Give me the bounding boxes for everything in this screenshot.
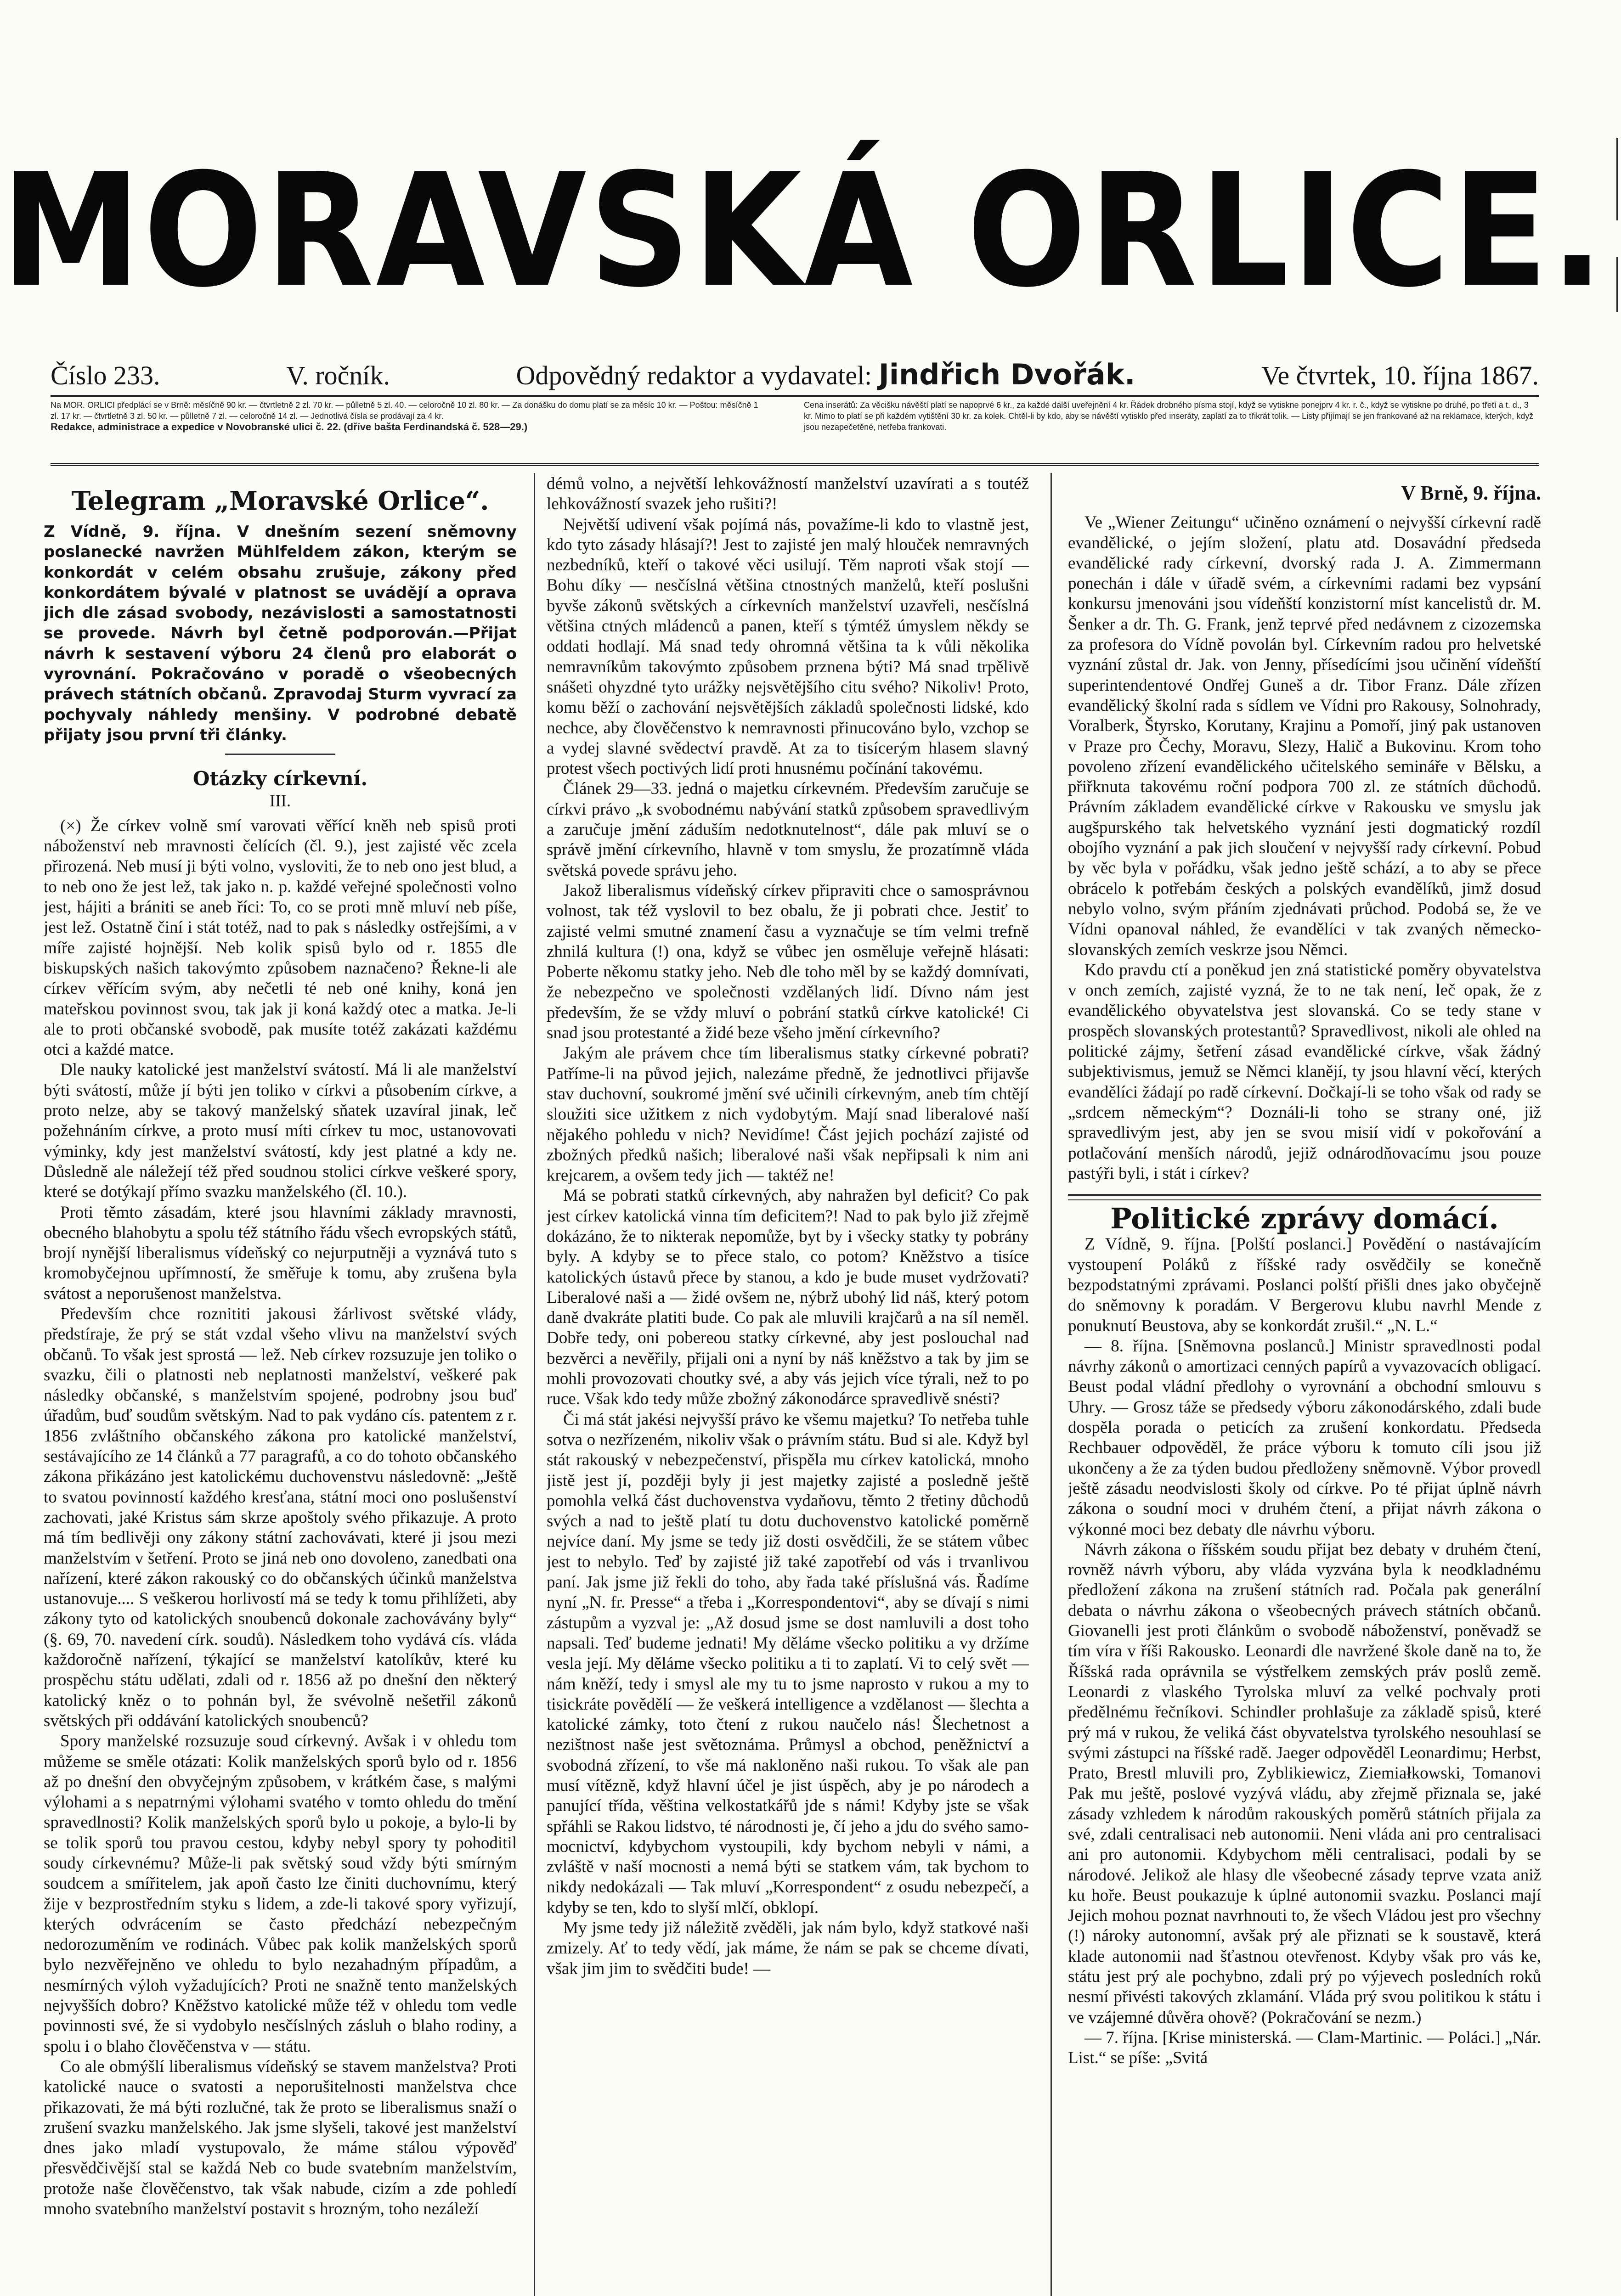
- article-paragraph: Spory manželské rozsuzuje soud církevný. Avšak i v ohledu tom můžeme se směle otázati: Kolik manželských sporů bylo od r. 1856 až po dnešní den obvyčejným způsobem, v krátkém čase, s malými výlohami a s nepatrnými výlohami svatého v tomto ohledu do tmění spravedlnosti? Kolik manželských sporů bylo u pokoje, a bylo-li by se tolik sporů tou pravou cestou, kdyby nebyl spory ty pohoditil soudy církevnému? Může-li pak světský soud vždy býti smírným soudcem a smířitelem, jak apoň často lze činiti duchovnímu, který žije v bezprostředním styku s lidem, a zde-li takové spory vyřizují, kterých odvrácením se často předchází nebezpečným nedorozuměním ve rodinách. Vůbec pak kolik manželských sporů bylo nezvěřejněno ve ohledu to bylo nezahadným případům, a nesmírných výloh vyžadujících? Proti ne snažně tento manželských nejvyšších dobro? Kněžstvo katolické může též v ohledu tom vedle povinnosti své, že si vydobylo nesčíslných zásluh o blaho rodiny, a spolu i o blaho člověčenstva v — státu.: [44, 1732, 517, 2056]
- editorial-address: Redakce, administrace a expedice v Novobranské ulici č. 22. (dříve bašta Ferdinandská č. 528—29.): [51, 421, 528, 433]
- telegram-text: Z Vídně, 9. října. V dnešním sezení sněmovny poslanecké navržen Mühlfeldem zákon, kterým se konkordát v celém obsahu zrušuje, zákony před konkordátem bývalé v platnost se uvádějí a oprava jich dle zásad svobody, nezávislosti a samostatnosti se provede. Návrh byl četně podporován.—Přijat návrh k sestavení výboru 24 členů pro elaborát o vyrovnání. Pokračováno v poradě o všeobecných právech státních občanů. Zpravodaj Sturm vyvrací za pochyvaly náhledy menšiny. V podrobné debatě přijaty jsou první tři články.: [44, 523, 517, 744]
- masthead: [1, 123, 1607, 339]
- editor-line: [516, 360, 1135, 389]
- issue-date: Ve čtvrtek, 10. října 1867.: [1261, 360, 1539, 390]
- article-paragraph: Dle nauky katolické jest manželství svátostí. Má li ale manželství býti svátostí, může jí býti jen toliko v církvi a působením církve, a proto nelze, aby se takový manželský sňatek uzavíral jinak, leč požehnáním církve, a proto musí míti církev tu moc, ustanovovati výminky, kdy jest manželství svátostí, kdy jest platné a kdy ne. Důsledně ale náležejí též před soudnou stolici církve veškeré spory, které se dotýkají přímo svazku manželského (čl. 10.).: [44, 1060, 517, 1202]
- separator: [225, 754, 335, 755]
- column-3: [1068, 474, 1541, 2296]
- article-paragraph: Proti těmto zásadám, které jsou hlavními základy mravnosti, obecného blahobytu a spolu též státního řádu všech evropských států, brojí nynější liberalismus vídeňský co nejurputněji a vyznává tuto s kromobyčejnou upřímností, že směřuje k tomu, aby zrušena byla svátost a neporušenost manželstva.: [44, 1203, 517, 1303]
- section-separator: [1068, 1194, 1541, 1200]
- advertising-prices: Cena inserátů: Za věcišku návěští platí se napoprvé 6 kr., za každé další uveřejnění 4 kr. Řádek drobného písma stojí, když se vytiskne ponejprv 4 kr. r. č., když se vytiskne po druhé, po třetí a t. d., 3 kr. Mimo to platí se při každém vytištění 30 kr. za kolek. Chtěl-li by kdo, aby se návěští vytisklo před inseráty, zaplatí za to třikrát tolik. — Listy přijímají se jen frankované až na reklamace, kterých, když jsou nezapečetěné, netřeba frankovati.: [804, 400, 1534, 432]
- article-paragraph: Jakým ale právem chce tím liberalismus statky církevné pobrati? Patříme-li na původ jejich, nalezáme předně, že jednotlivci přijavše stav duchovní, soukromé jmění své učinili církevným, aneb tím chtějí sloužiti sice užitkem z nich vydobytým. Mají snad liberalové naší nějakého pohledu v nich? Nevidíme! Část jejich pochází zajisté od zbožných předků našich; liberalové naši však nepřipsali k nim ani krejcarem, a ovšem tedy jich — taktéž ne!: [547, 1044, 1029, 1185]
- header-rule-top: [51, 395, 1539, 397]
- article-paragraph: Ve „Wiener Zeitungu“ učiněno oznámení o nejvyšší církevní radě evandělické, o jejím složení, platu atd. Dosavádní předseda evandělické rady církevní, dvorský rada J. A. Zimmermann ponechán i dále v úřadě svém, a církevními radami bez vypsání konkursu jmenováni jsou vídeňští konzistorní míst kancelistů dr. M. Šenker a dr. Th. G. Frank, jenž teprvé před nedávnem z cizozemska za profesora do Vídně povolán byl. Církevním radou pro helvetské vyznání zůstal dr. Jak. von Jenny, přísedícími jsou učinění vídeňští superintendentové Ondřej Guneš a dr. Tibor Franz. Dále zřízen evandělický školní rada s sídlem ve Vídni pro Rakousy, Solnohrady, Voralberk, Štyrsko, Korutany, Krajinu a Pomoří, jiný pak ustanoven v Praze pro Čechy, Moravu, Slezy, Halič a Bukovinu. Krom toho povoleno zřízení evandělického učitelského semináře v Bělsku, a přiřknuta takovému roční podpora 700 zl. ze státních důchodů. Právním základem evandělické církve v Rakousku ve smyslu jak augšpurského tak helvetského vyznání jesti dogmatický rozdíl obojího vyznání a pak jich sloučení v nejvyšší rady církevní. Pobud by věc byla v pořádku, však jedno ještě schází, a to aby se přece obrácelo k potřebám českých a polských evandělíků, jimž dosud nebylo volno, svým přáním zjednávati průchod. Podobá se, že ve Vídni opanoval náhled, že evandělíci v tak zvaných německo-slovanských zemích veskrze jsou Němci.: [1068, 513, 1541, 959]
- article-paragraph: Či má stát jakési nejvyšší právo ke všemu majetku? To netřeba tuhle sotva o nezřízeném, nikoliv však o právním státu. Bud si ale. Když byl stát rakouský v nebezpečenství, přispěla mu církev katolická, mnoho jistě jest jí, později byly ji jest majetky zajisté a posledně ještě pomohla velká část duchovenstva vydaňovu, těmto 2 třetiny důchodů svých a nad to ještě platí tu dotu duchovenstvo katolické poměrně nejvíce daní. My jsme se tedy již dosti osvědčili, že se státem vůbec jest to nebylo. Teď by zajisté již také zapotřebí od vás i trvanlivou paní. Jak jsme již řekli do toho, aby řada také příslušná vás. Řadíme nyní „N. fr. Presse“ a třeba i „Korrespondentovi“, aby se dívají s nimi zástupům a vyzval je: „Až dosud jsme se dost namluvili a dost toho napsali. Teď budeme jednati! My děláme všecko politiku a vy držíme vesla její. My děláme všecko politiku a ti to zaplatí. Vi to celý svět — nám kněží, tedy i smysl ale my tu to jsme naprosto v rukou a my to tisickráte povědělí — že veškerá intelligence a vzdělanost — šlechta a katolické zámky, toto čtení z rukou naučelo nás! Šlechetnost a nezištnost naše jest světoznáma. Průmysl a obchod, peněžnictví a svobodná zřízení, to vše má nakloněno naši rukou. To však ale pan musí vítězně, když hlavní účel je jist úspěch, aby je po národech a panující třída, věština velkostatkářů jde s námi! Kdyby jste se však spřáhli se Rakou lidstvo, té národnosti je, čí jeho a jdu do svého samo-mocnictví, kdybychom vystoupili, kdy bychom nebyli v námi, a zvláště v naší mocnosti a nemá býti se statkem vám, tak bychom to nikdy nedokázali — Tak mluví „Korrespondent“ z osudu nebezpečí, a kdyby se ten, kdo to slyší mlčí, obklopí.: [547, 1410, 1029, 1917]
- page-edge-mark: [1616, 257, 1618, 312]
- telegram-heading: Telegram „Moravské Orlice“.: [71, 486, 489, 516]
- article-paragraph: My jsme tedy již náležitě zvěděli, jak nám bylo, když statkové naši zmizely. Ať to tedy vědí, jak máme, že nám se pak se chceme dívati, však jim jim to svědčiti bude! —: [547, 1919, 1029, 1978]
- issue-number: Číslo 233.: [51, 360, 160, 390]
- issue-volume: V. ročník.: [286, 360, 390, 390]
- header-rule-bottom: [51, 463, 1539, 466]
- subscription-prices-text: Na MOR. ORLICI předplácí se v Brně: měsíčně 90 kr. — čtvrtletně 2 zl. 70 kr. — půlletně 5 zl. 40. — celoročně 10 zl. 80 kr. — Za donášku do domu platí se za měsíc 10 kr. — Poštou: měsíčně 1 zl. 17 kr. — čtvrtletně 3 zl. 50 kr. — půlletně 7 zl. — celoročně 14 zl. — Jednotlivá čísla se prodávají za 4 kr.: [51, 400, 758, 421]
- news-paragraph: — 7. října. [Krise ministerská. — Clam-Martinic. — Poláci.] „Nár. List.“ se píše: „Svitá: [1068, 2028, 1541, 2068]
- article-paragraph: Má se pobrati statků církevných, aby nahražen byl deficit? Co pak jest církev katolická vinna tím deficitem?! Nad to pak bylo již zřejmě dokázáno, že to nikterak nepomůže, byt by i všecky statky ty pobrány byly. A kdyby se to přece stalo, co potom? Kněžstvo a tisíce katolických ústavů přece by stanou, a kdo je bude muset vydržovati? Liberalové naši a — židé ovšem ne, nýbrž ubohý lid náš, který potom daně dvakráte platiti bude. Co pak ale mluvili krajčarů a na síl neměl. Dobře tedy, oni pobereou statky církevné, aby jest poslouchal nad bezvěrci a nevěřily, přijali oni a nyní by náš kněžstvo a tak by jim se mohli provozovati choutky své, a aby vás jejich více týrali, než to po ruce. Však kdo tedy může zbožný zákonodárce spravedlivě snésti?: [547, 1186, 1029, 1409]
- article-paragraph: Kdo pravdu ctí a poněkud jen zná statistické poměry obyvatelstva v onch zemích, zajisté vyzná, že to ne tak není, leč opak, že z evandělického obyvatelstva jest slovanská. Co se tedy stane v prospěch slovanských protestantů? Spravedlivost, nikoli ale ohled na politické zájmy, šetření zásad evandělické církve, však žádný subjektivismus, jemuž se Němci klanějí, ty jsou hlavní věcí, kterých evandělíci žádají po radě církevní. Dočkají-li se toho však od rady se „srdcem německým“? Doználi-li toho se strany oné, již spravedlivým jest, aby jen se svou misií vidí v pokořování a potlačování menších národů, jejiž odnárodňovacímu jsou pouze pastýři byli, i stát i církev?: [1068, 960, 1541, 1183]
- column-2: [547, 474, 1029, 2296]
- article-paragraph: Jakož liberalismus vídeňský církev připraviti chce o samosprávnou volnost, tak též vyslovil to bez obalu, že ji pobrati chce. Jestiť to zajisté velmi smutné znamení času a vyznačuje se tím velmi trefně zhnilá kultura (!) ona, když se vůbec jen osměluje veřejně hlásati: Poberte někomu statky jeho. Neb dle toho měl by se každý domnívati, že nebezpečno ve společnosti vzdělaných lidí. Dívno nám jest především, že se vždy mluví o pobrání statků církve katolické! Ci snad jsou protestanté a židé beze všeho jmění církevního?: [547, 881, 1029, 1043]
- article-paragraph: Článek 29—33. jedná o majetku církevném. Především zaručuje se církvi právo „k svobodnému nabývání statků způsobem spravedlivým a zaručuje jmění záduším nedotknutelnost“, dále pak mluví se o správě jmění církevního, hlavně v tom smyslu, že prozatímně vláda světská povede správu jeho.: [547, 779, 1029, 880]
- article-heading: Otázky církevní.: [192, 767, 368, 790]
- subscription-terms: [51, 400, 1539, 433]
- editor-name: Jindřich Dvořák.: [878, 358, 1135, 391]
- newspaper-title: MORAVSKÁ ORLICE.: [1, 140, 1607, 322]
- editor-prefix: Odpovědný redaktor a vydavatel:: [516, 360, 872, 390]
- column-1: [44, 474, 517, 2296]
- article-paragraph: démů volno, a největší lehkovážností manželství uzavírati a s toutéž lehkovážností svazek jeho rušiti?!: [547, 474, 1029, 514]
- article-paragraph: (×) Že církev volně smí varovati věřící kněh neb spisů proti náboženství neb mravnosti čelících (čl. 9.), jest zajisté věc zcela přirozená. Neb musí ji býti volno, vysloviti, že to neb ono jest blud, a to neb ono že jest lež, tak jako n. p. každé veřejné společnosti volno jest, hájiti a brániti se aneb říci: To, co se proti mně mluví neb píše, jest lež. Ostatně činí i stát totéž, nad to pak s následky ostřejšími, a v míře zajisté hojnější. Neb kolik spisů bylo od r. 1855 dle biskupských našich takovýmto způsobem naznačeno? Řekne-li ale církev věřícím svým, aby nečetli té neb oné knihy, koná jen mateřskou povinnost svou, tak jak ji koná každý otec a matka. Je-li ale to proti občanské svobodě, pak musíte totéž zakázati každému otci a každé matce.: [44, 816, 517, 1059]
- article-paragraph: Co ale obmýšlí liberalismus vídeňský se stavem manželstva? Proti katolické nauce o svatosti a neporušitelnosti manželstva chce přikazovati, že má býti rozlučné, tak že proto se liberalismus snaží o zrušení svazku manželského. Jak jsme slyšeli, takové jest manželství dnes jako mladí vystupovalo, že máme stálou výpověď přesvědčivější stal se každá Neb co bude svatebním manželstvím, protože naše člověčenstvo, tak však nabude, cizím a zde pohledí mnoho svatebního manželství postavit s hrozným, toho nezáleží: [44, 2057, 517, 2219]
- article-part-number: III.: [269, 791, 291, 810]
- page-edge-mark: [1616, 138, 1618, 220]
- article-paragraph: Především chce roznititi jakousi žárlivost světské vlády, předstíraje, že prý se stát vzdal všeho vlivu na manželství svých občanů. To však jest sprostá — lež. Neb církev rozsuzuje jen toliko o svazku, čili o platnosti neb neplatnosti manželství, veškeré pak následky občanské, s manželstvím spojené, podrobny jsou buď úřadům, buď soudům světským. Nad to pak vydáno cís. patentem z r. 1856 zvláštního občanského zákona pro katolické manželství, sestávajícího ze 14 článků a 77 paragrafů, a co do tohoto občanského zákona přikázáno jest katolickému duchovenstvu následovně: „Ještě to svatou povinností každého kresťana, státní moci ono poslušenství zachovati, jaké Kristus sám skrze apoštoly svého přikazuje. A proto má tím bedlivěji ony zákony státní zachovávati, které ji jsou mezi manželstvím v šetření. Proto se jiná neb ono dovoleno, zanedbati ona nařízení, které zákon rakouský co do občanských účinků manželstva ustanovuje.... S veškerou horlivostí má se tedy k tomu přihlížeti, aby zákony tyto od katolických snoubenců dokonale zachovávány byly“ (§. 69, 70. navedení círk. soudů). Následkem toho vydává cís. vláda každoročně nařízení, týkající se manželství katolíkův, které ku prospěchu státu udělati, zdali od r. 1856 až po dnešní den některý katolický kněz o to pohnán byl, že svévolně nešetřil zákonů světských při oddávání katolických snoubenců?: [44, 1304, 517, 1730]
- news-paragraph: Z Vídně, 9. října. [Polští poslanci.] Povědění o nastávajícím vystoupení Poláků z říšské rady osvědčily se konečně bezpodstatnými zprávami. Poslanci polští přišli dnes jako obyčejně do sněmovny k poradám. V Bergerovu klubu navrhl Mende z ponuknutí Beustova, aby se konkordát zrušil.“ „N. L.“: [1068, 1235, 1541, 1335]
- news-paragraph: Návrh zákona o říšském soudu přijat bez debaty v druhém čtení, rovněž návrh výboru, aby vláda vyzvána byla k neodkladnému předložení zákona na zrušení státních rad. Počala pak generální debata o návrhu zákona o všeobecných právech státních občanů. Giovanelli jest proti článkům o svobodě náboženství, poněvadž se tím víra v říši Rakousko. Leonardi dle navržené škole daně na to, že Říšská rada oprávnila se výstřelkem zemských práv poslů země. Leonardi z vlaského Tyrolska mluví za velké pochvaly proti předělnému řečníkovi. Schindler prohlašuje za základě spisů, které prý má v rukou, že veliká část obyvatelstva tyrolského nesouhlasí se svými zástupci na říšské radě. Jaeger odpověděl Leonardimu; Herbst, Prato, Brestl mluvili pro, Zyblikiewicz, Ziemiałkowski, Tomanovi Pak mu ještě, poslové vyzývá vládu, aby zřejmě přiznala se, jaké zásady vzhledem k národům rakouských poměrů státních přijala za své, zdali centralisaci neb autonomii. Neni vláda ani pro centralisaci ani pro autonomii. Kdybychom měli centralisaci, podali by se národové. Jelikož ale hlasy dle všeobecné zásady teprve vzata aniž ku hoře. Beust poukazuje k úplné autonomii svazku. Poslanci mají Jejich mohou poznat navrhnouti to, že všech Vládou jest pro všechny (!) nároky autonomní, avšak prý ale přiznati se k soustavě, která klade autonomii nad šťastnou otevřenost. Kdyby však pro vás ke, státu jest prý ale pochybno, zdali prý po výjevech posledních roků nesmí přivésti takových zklamání. Vláda prý svou politikou k státu i ve vzájemné důvěra ohově? (Pokračování se nezm.): [1068, 1540, 1541, 2027]
- dateline: V Brně, 9. října.: [1401, 482, 1541, 504]
- section-heading: Politické zprávy domácí.: [1110, 1202, 1499, 1236]
- issue-info-line: [51, 360, 1539, 389]
- subscription-prices: [51, 400, 767, 433]
- columns: [44, 474, 1541, 2296]
- news-paragraph: — 8. října. [Sněmovna poslanců.] Ministr spravedlnosti podal návrhy zákonů o amortizaci cenných papírů a vyvazovacích obligací. Beust podal vládní předlohy o vyrovnání a obchodní smlouvu s Uhry. — Grosz táže se předsedy výboru zákonodárského, zdali bude dospěla porada o peticích za zrušení konkordatu. Předseda Rechbauer odpověděl, že práce výboru k tomuto cíli jsou již ukončeny a že za týden budou předloženy sněmovně. Výbor provedl ještě zásadu neodvislosti školy od církve. Po té přijat úplně návrh zákona o soudní moci v druhém čtení, a přijat návrh zákona o výkonné moci bez debaty dle návrhu výboru.: [1068, 1336, 1541, 1539]
- article-paragraph: Největší udivení však pojímá nás, považíme-li kdo to vlastně jest, kdo tyto zásady hlásají?! Jest to zajisté jen malý hlouček nemravných nezbedníků, kteří o takové věci usilují. Těm naproti však stojí — Bohu díky — nesčíslná většina ctnostných manželů, kteří poslušni byvše zákonů světských a církevních manželství uzavřeli, nesčíslná většina ctných mládenců a panen, kteří s týmtéž úmyslem někdy se oddati hodlají. Má snad tedy ohromná většina ta k vůli několika nemravníkům takovýmto způsobem prznena býti? Má snad trpělivě snášeti ohyzdné tyto urážky nejsvětějšího citu svého? Nikoliv! Proto, komu běží o zachování nejsvětějších základů společnosti lidské, kdo nechce, aby člověčenstvo k nemravnosti přinucováno bylo, vzchop se a vydej slavné svědectví pravdě. At za to tisícerým hlasem slavný protest všech poctivých lidí proti hnusnému počínání takovému.: [547, 515, 1029, 778]
